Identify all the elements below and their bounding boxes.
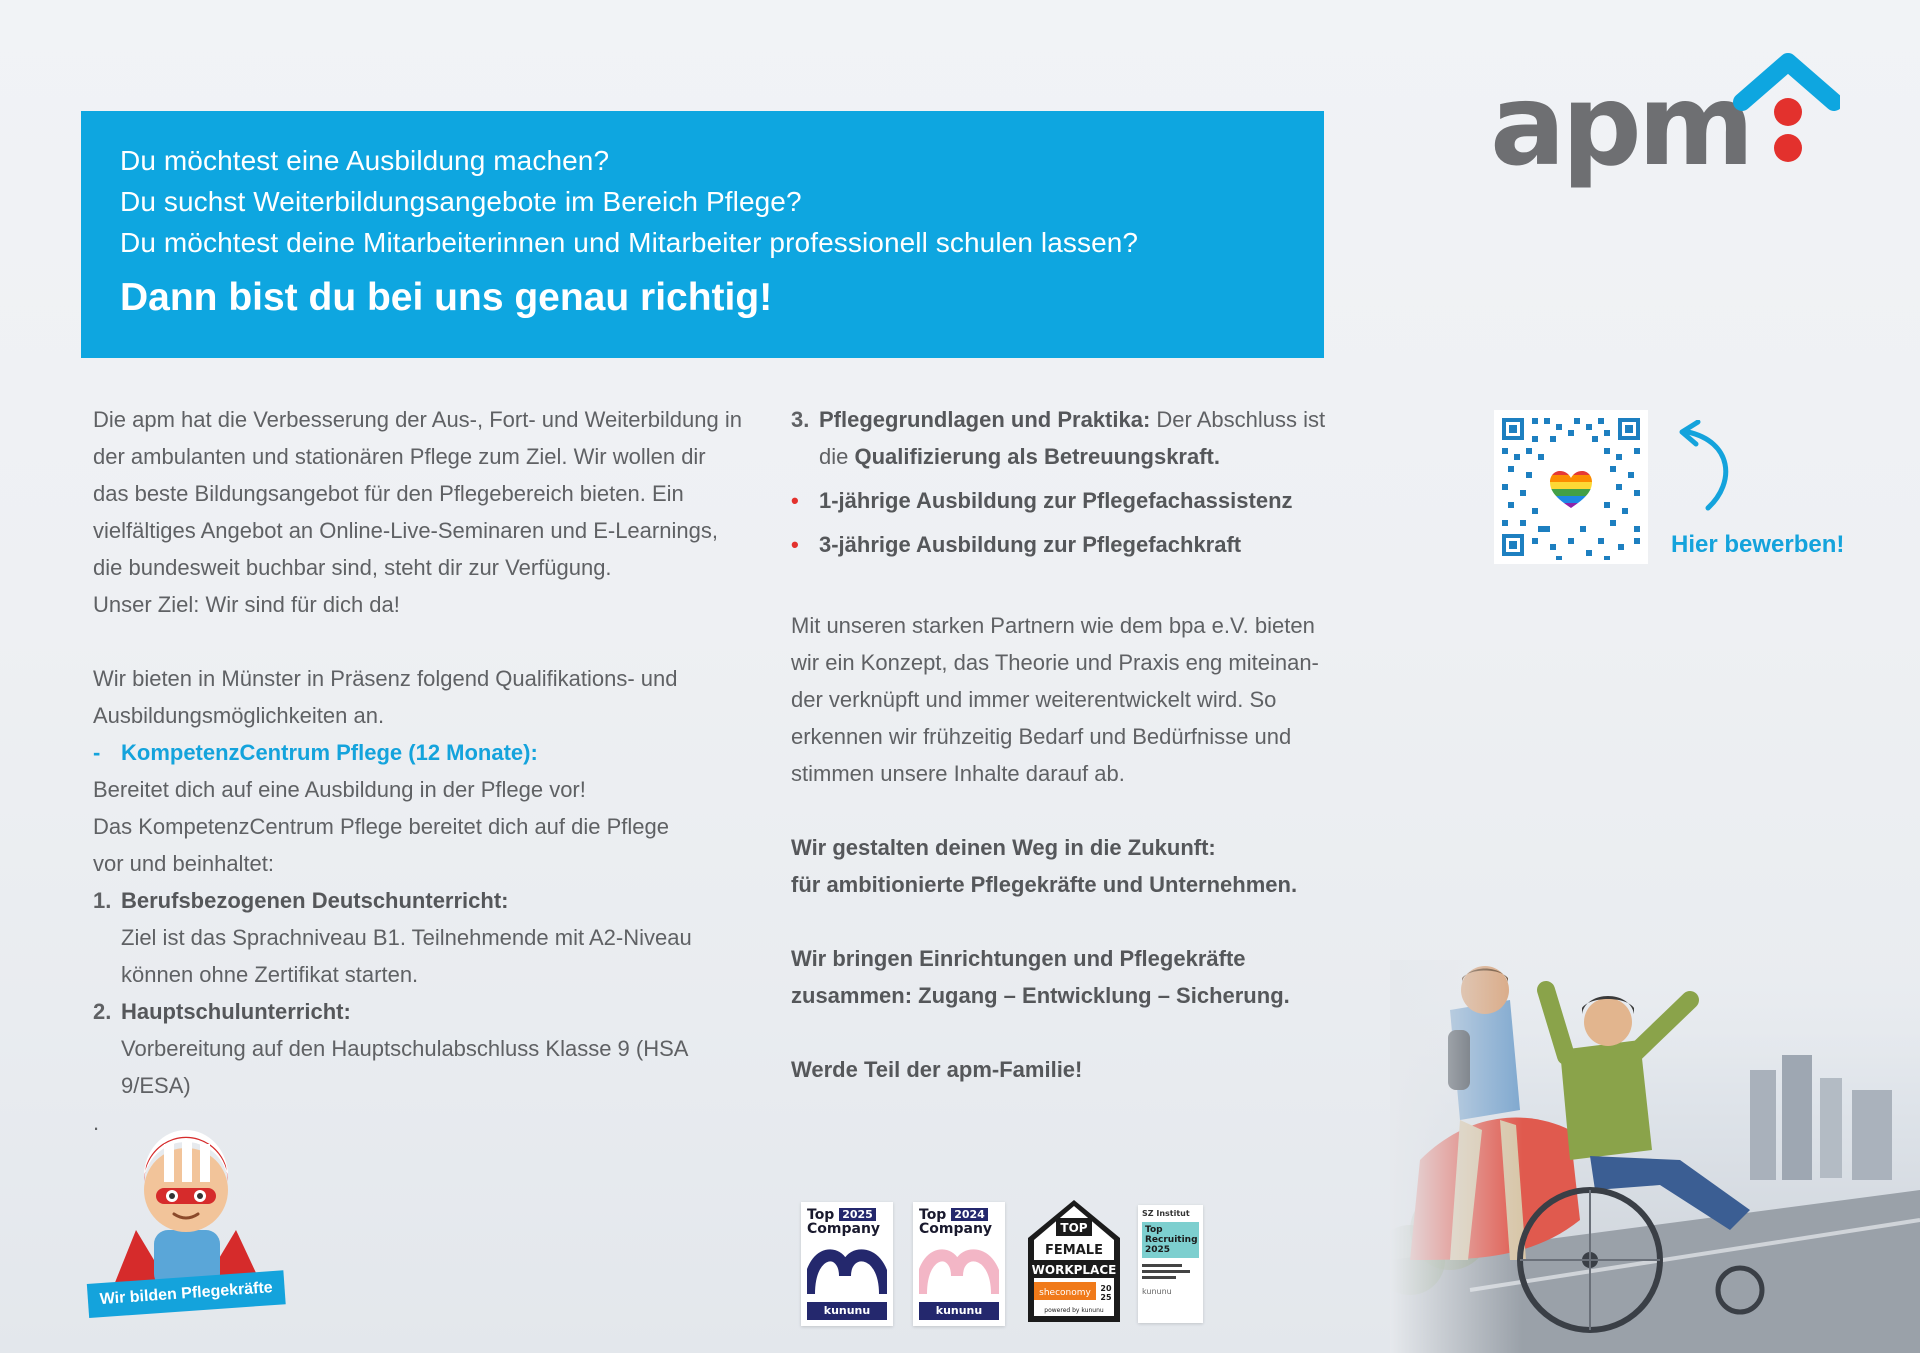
badge-company: Company — [919, 1221, 993, 1237]
badge-female-year1: 20 — [1100, 1284, 1112, 1293]
banner-headline: Dann bist du bei uns genau richtig! — [120, 276, 773, 319]
partner-line: Mit unseren starken Partnern wie dem bpa e.V. bieten — [791, 613, 1315, 638]
bullet-icon: • — [791, 488, 799, 513]
badge-company: Company — [807, 1221, 881, 1237]
badge-top-recruiting — [1138, 1205, 1203, 1323]
badge-female-label: FEMALE — [1045, 1243, 1103, 1258]
family-line: Werde Teil der apm-Familie! — [791, 1057, 1083, 1082]
banner-question-3: Du möchtest deine Mitarbeiterinnen und Mitarbeiter professionell schulen lassen? — [120, 227, 1139, 258]
qr-code[interactable] — [1494, 410, 1648, 564]
kc-line: Bereitet dich auf eine Ausbildung in der Pflege vor! — [93, 777, 586, 802]
badge-top: Top — [807, 1207, 835, 1223]
logo-roof-icon — [1742, 62, 1834, 102]
bullet-icon: • — [791, 532, 799, 557]
kc-line: vor und beinhaltet: — [93, 851, 275, 876]
intro-goal: Unser Ziel: Wir sind für dich da! — [93, 592, 400, 617]
intro-line: das beste Bildungsangebot für den Pflegebereich bieten. Ein — [93, 481, 684, 506]
badge-top-company-2025 — [801, 1202, 893, 1326]
list-item-line — [791, 438, 1336, 475]
list-number: 3. — [791, 407, 810, 432]
list-item-text: Ziel ist das Sprachniveau B1. Teilnehmende mit A2-Niveau — [121, 925, 692, 950]
banner-question-1: Du möchtest eine Ausbildung machen? — [120, 145, 610, 176]
list-item-title: Berufsbezogenen Deutschunterricht: — [121, 888, 509, 913]
list-number: 1. — [93, 888, 112, 913]
list-item-title: Hauptschulunterricht: — [121, 999, 351, 1024]
badge-wave-icon — [919, 1236, 999, 1296]
apm-logo — [1490, 44, 1840, 194]
badge-top: Top — [919, 1207, 947, 1223]
intro-line: die bundesweit buchbar sind, steht dir zur Verfügung. — [93, 555, 612, 580]
logo-dot-icon — [1774, 98, 1802, 126]
badge-institute: SZ Institut — [1142, 1209, 1190, 1218]
bullet-item — [791, 526, 1336, 563]
badge-workplace-label: WORKPLACE — [1031, 1263, 1117, 1277]
curved-arrow-icon — [1670, 420, 1750, 515]
list-item-3 — [791, 401, 1336, 438]
logo-text: apm — [1490, 61, 1751, 191]
badge-brand: kununu — [807, 1302, 887, 1320]
badge-rec-brand: kununu — [1142, 1287, 1172, 1296]
list-item-2 — [93, 993, 753, 1030]
wheelchair-photo — [1390, 960, 1920, 1353]
qualification-dot: . — [1213, 444, 1221, 469]
future-line: für ambitionierte Pflegekräfte und Unternehmen. — [791, 872, 1298, 897]
partner-line: der verknüpft und immer weiterentwickelt wird. So — [791, 687, 1277, 712]
list-item-1 — [93, 882, 753, 919]
intro-line: vielfältiges Angebot an Online-Live-Seminaren und E-Learnings, — [93, 518, 718, 543]
left-column — [93, 401, 753, 1141]
intro-line: Die apm hat die Verbesserung der Aus-, Fort- und Weiterbildung in — [93, 407, 742, 432]
banner-question-2: Du suchst Weiterbildungsangebote im Bereich Pflege? — [120, 186, 802, 217]
list-item-text — [819, 401, 1325, 438]
badge-powered: powered by kununu — [1044, 1307, 1104, 1314]
partner-line: erkennen wir frühzeitig Bedarf und Bedürfnisse und — [791, 724, 1292, 749]
list-item-title: Pflegegrundlagen und Praktika: — [819, 407, 1151, 432]
badge-wave-icon — [807, 1236, 887, 1296]
apply-link[interactable]: Hier bewerben! — [1671, 531, 1845, 558]
mascot-banner: Wir bilden Pflegekräfte — [87, 1270, 286, 1318]
badge-year: 2025 — [839, 1208, 876, 1221]
offer-line: Wir bieten in Münster in Präsenz folgend Qualifikations- und — [93, 666, 678, 691]
partner-line: wir ein Konzept, das Theorie und Praxis eng miteinan- — [791, 650, 1319, 675]
bullet-text: 1-jährige Ausbildung zur Pflegefachassistenz — [819, 488, 1293, 513]
list-item-pre: die — [819, 444, 855, 469]
offer-line: Ausbildungsmöglichkeiten an. — [93, 703, 385, 728]
list-item-text: können ohne Zertifikat starten. — [121, 962, 419, 987]
badge-female-top: TOP — [1060, 1221, 1088, 1235]
badge-recruiting-title: Top Recruiting 2025 — [1142, 1222, 1199, 1258]
qualification-title: Qualifizierung als Betreuungskraft — [854, 444, 1214, 469]
kc-line: Das KompetenzCentrum Pflege bereitet dich auf die Pflege — [93, 814, 669, 839]
partner-line: stimmen unsere Inhalte darauf ab. — [791, 761, 1125, 786]
intro-line: der ambulanten und stationären Pflege zum Ziel. Wir wollen dir — [93, 444, 706, 469]
right-column — [791, 401, 1336, 1088]
list-item-rest: Der Abschluss ist — [1150, 407, 1326, 432]
future-line: Wir gestalten deinen Weg in die Zukunft: — [791, 835, 1216, 860]
badge-brand: kununu — [919, 1302, 999, 1320]
header-banner — [81, 111, 1324, 358]
kc-dash: - — [93, 740, 101, 765]
kc-heading — [93, 734, 753, 771]
badge-year: 2024 — [951, 1208, 988, 1221]
badge-top-female-workplace — [1026, 1198, 1122, 1324]
badge-top-company-2024 — [913, 1202, 1005, 1326]
trailing-dot: . — [93, 1110, 100, 1135]
bullet-text: 3-jährige Ausbildung zur Pflegefachkraft — [819, 532, 1242, 557]
badge-female-year2: 25 — [1100, 1293, 1112, 1302]
logo-dot-icon — [1774, 134, 1802, 162]
bring-line: Wir bringen Einrichtungen und Pflegekräfte — [791, 946, 1246, 971]
bullet-item — [791, 482, 1336, 519]
list-number: 2. — [93, 999, 112, 1024]
bring-line: zusammen: Zugang – Entwicklung – Sicherung. — [791, 983, 1290, 1008]
kc-title: KompetenzCentrum Pflege (12 Monate): — [121, 740, 538, 765]
list-item-text: Vorbereitung auf den Hauptschulabschluss Klasse 9 (HSA 9/ESA) — [121, 1036, 688, 1098]
badge-sheconomy: sheconomy — [1039, 1288, 1091, 1298]
